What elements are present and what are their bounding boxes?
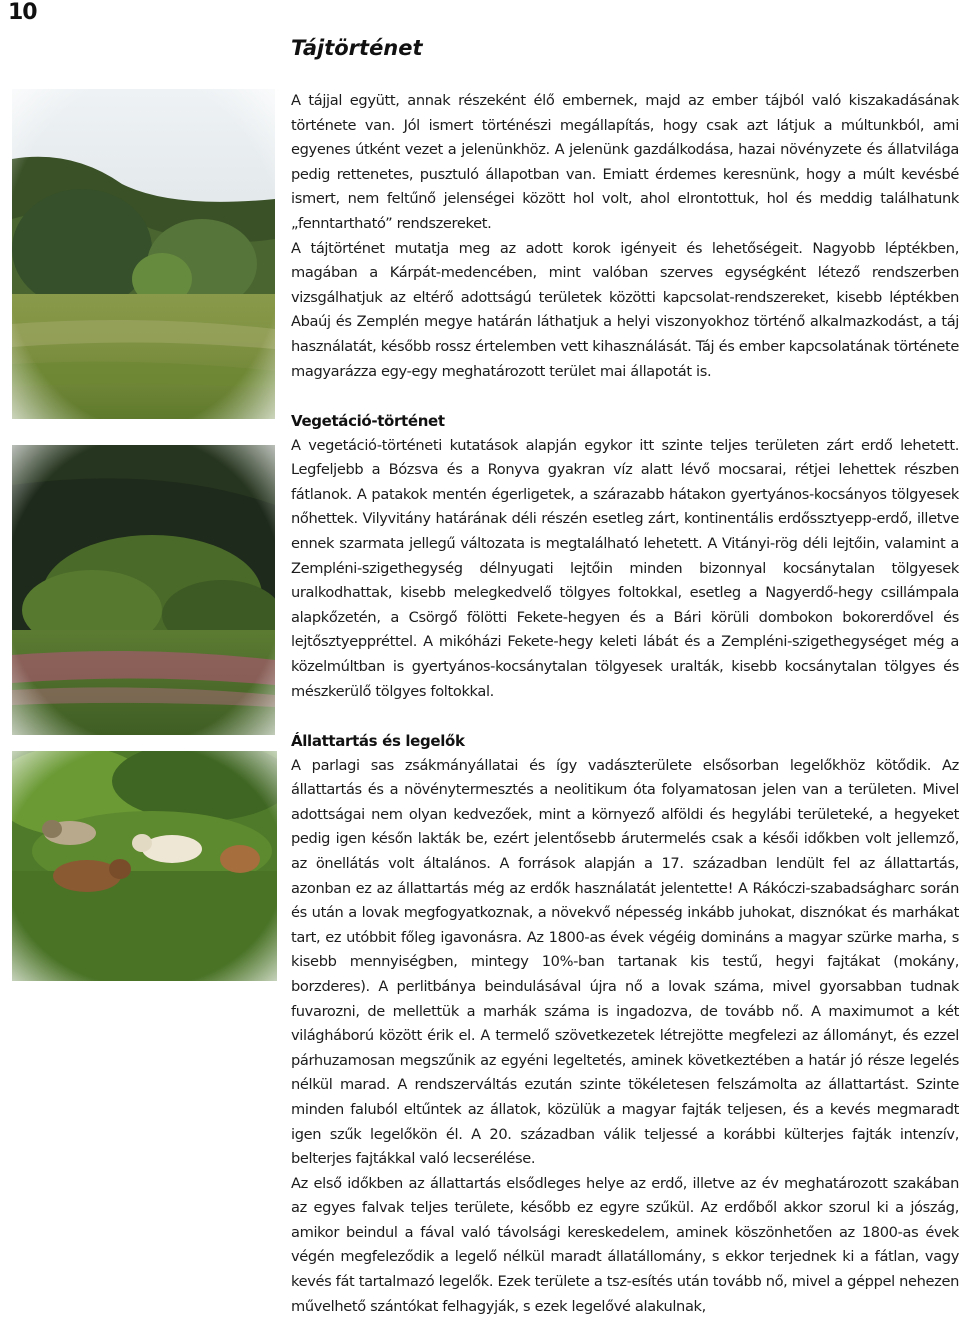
paragraph: A vegetáció-történeti kutatások alapján egykor itt szinte teljes területen zárt erdő lehetett. Legfeljebb a Bózsva és a Ronyva gyakran víz alatt lévő mocsarai, rétjei lehettek részben fátlanok. A patakok mentén égerligetek, a szárazabb hátakon gyertyános-kocsányos tölgyesek nőhettek. Vilyvitány határának déli részén esetleg zárt, kontinentális erdőssztyepp-erdő, illetve ennek szarmata jellegű változata is megtalálható lehetett. A Vitányi-rög déli lejtőin, valamint a Zempléni-szigethegység délnyugati lejtőin minden bizonnyal kocsánytalan tölgyesek uralkodhattak, kisebb melegkedvelő tölgyes foltokkal, esetleg a Nagyerdő-hegy csillámpala alapkőzetén, a Csörgő fölötti Fekete-hegyen és a Bári körüli dombokon bokorerdővel és lejtősztyeppréttel. A mikóházi Fekete-hegy keleti lábát és a Zempléni-szigethegységet még a közelmúltban is gyertyános-kocsánytalan tölgyesek uralták, kisebb kocsánytalan tölgyes és mészkerülő tölgyes foltokkal. bbox=[291, 436, 959, 700]
meadow-photo bbox=[12, 89, 275, 419]
paragraph: Az első időkben az állattartás elsődleges helye az erdő, illetve az év meghatározott szakában az egyes falvak teljes területe, később ez egyre szűkül. Az erdőből akkor szorul ki a jószág, amikor beindul a fával való távolsági kereskedelem, aminek köszönhetően az 1800-as évek végén megfeleződik a legelő nélkül maradt állatállomány, s ekkor terjednek ki a fátlan, vagy kevés fát tartalmazó legelők. Ezek területe a tsz-esítés után tovább nő, mivel a géppel nehezen művelhető szántókat felhagyják, s ezek legelővé alakulnak, bbox=[291, 1174, 960, 1315]
wetland-photo bbox=[12, 445, 275, 735]
cattle-photo bbox=[12, 751, 277, 981]
section-vegetacio-tortenet bbox=[291, 409, 959, 704]
page-title: Tájtörténet bbox=[291, 36, 423, 60]
paragraph: A parlagi sas zsákmányállatai és így vadászterülete elsősorban legelőkhöz kötődik. Az állattartás és a növénytermesztés a neolitikum óta folyamatosan jelen van a területen. Mivel adottságai nem olyan kedvezőek, mint a környező alföldi és hegylábi területeké, a hegyeket pedig igen későn lakták be, ezért jelentősebb árutermelés csak a késői időkben volt jellemző, az önellátás volt általános. A források alapján a 17. században lendült fel az állattartás, azonban ez az állattartás még az erdők használatát jelentette! A Rákóczi-szabadságharc során és után a lovak megfogyatkoznak, a növekvő népesség inkább juhokat, disznókat és marhákat tart, ez utóbbit főleg igavonásra. Az 1800-as évek végéig domináns a magyar szürke marha, s kisebb mennyiségben, mintegy 10%-ban tartanak kis testű, hegyi fajtákat (mokány, borzderes). A perlitbánya beindulásával újra nő a lovak száma, mivel gyorsabban tudnak fuvarozni, de mellettük a marhák száma is ingadozva, de tovább nő. A maximumot a két világháború között érik el. A termelő szövetkezetek létrejötte megfelezi az állományt, és ezzel párhuzamosan megszűnik az egyéni legeltetés, aminek következtében a határ jó része legelés nélkül marad. A rendszerváltás ezután szinte tökéletesen felszámolta az állattartást. Szinte minden faluból eltűntek az állatok, közülük a magyar fajták teljesen, és a kevés megmaradt igen szűk legelőkön él. A 20. században válik teljessé a korábbi külterjes fajták intenzív, belterjes fajtákkal való lecserélése. bbox=[291, 756, 959, 1168]
paragraph: A tájtörténet mutatja meg az adott korok igényeit és lehetőségeit. Nagyobb léptékben, magában a Kárpát-medencében, mint valóban szerves egységként létező rendszerben vizsgálhatjuk az eltérő adottságú területek közötti kapcsolat-rendszereket, kisebb léptékben Abaúj és Zemplén megye határán láthatjuk a helyi viszonyokhoz történő alkalmazkodást, a táj használatát, később rossz értelemben vett kihasználását. Táj és ember kapcsolatának története magyarázza egy-egy meghatározott terület mai állapotát is. bbox=[291, 239, 959, 380]
section-heading: Állattartás és legelők bbox=[291, 732, 465, 750]
paragraph: A tájjal együtt, annak részeként élő embernek, majd az ember tájból való kiszakadásának története van. Jól ismert történészi megállapítás, hogy csak azt látjuk a múltunkból, ami egyenes útként vezet a jelenünkhöz. A jelenünk gazdálkodása, hazai növényzete és állatvilága pedig rettenetes, pusztuló állapotban van. Emiatt érdemes keresnünk, hogy a múlt kevésbé ismert, nem feltűnő jelenségei között hol volt, ahol elrontottuk, hol és meddig találhatunk „fenntartható” rendszereket. bbox=[291, 92, 959, 232]
section-allattartas bbox=[291, 729, 959, 1319]
page-number: 10 bbox=[8, 0, 37, 25]
section-heading: Vegetáció-történet bbox=[291, 412, 445, 430]
section-tajtortenet bbox=[291, 89, 959, 384]
